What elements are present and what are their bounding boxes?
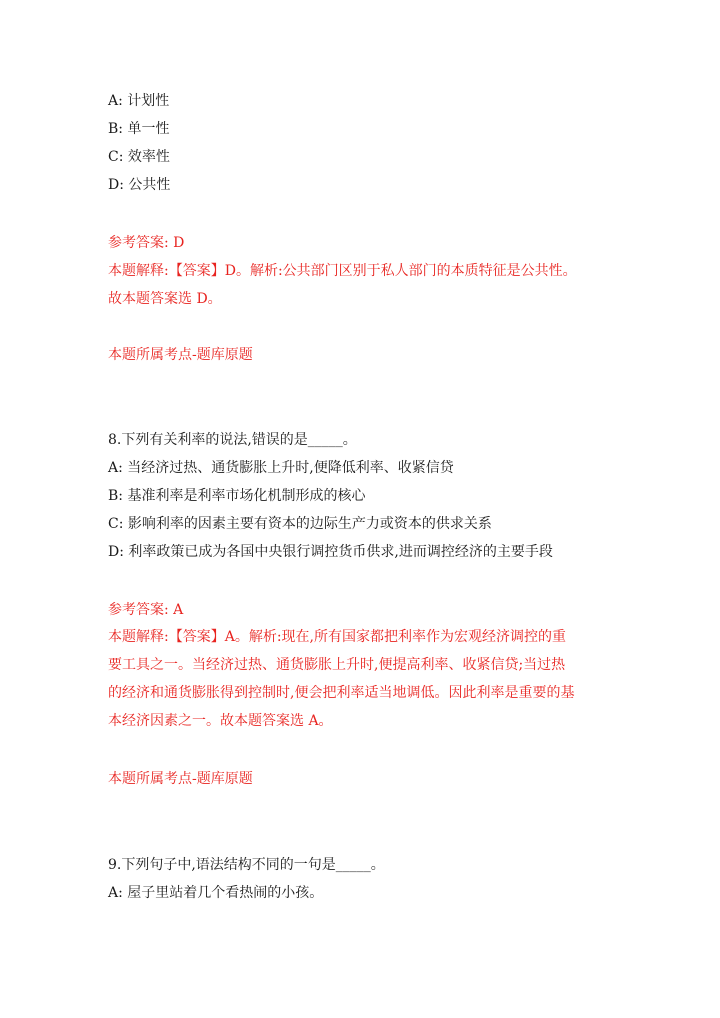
q8-option-b: B: 基准利率是利率市场化机制形成的核心 xyxy=(108,488,366,504)
q8-explanation-line-3: 的经济和通货膨胀得到控制时,便会把利率适当地调低。因此利率是重要的基 xyxy=(108,685,575,701)
q8-explanation-line-2: 要工具之一。当经济过热、通货膨胀上升时,便提高利率、收紧信贷;当过热 xyxy=(108,657,566,673)
q8-option-a: A: 当经济过热、通货膨胀上升时,便降低利率、收紧信贷 xyxy=(108,460,454,476)
q7-option-d: D: 公共性 xyxy=(108,177,171,193)
q9-question: 9.下列句子中,语法结构不同的一句是_____。 xyxy=(108,857,385,873)
q8-explanation-line-4: 本经济因素之一。故本题答案选 A。 xyxy=(108,713,333,729)
q7-option-a: A: 计划性 xyxy=(108,93,170,109)
q8-explanation-line-1: 本题解释:【答案】A。解析:现在,所有国家都把利率作为宏观经济调控的重 xyxy=(108,629,566,645)
q9-option-a: A: 屋子里站着几个看热闹的小孩。 xyxy=(108,885,324,901)
q8-option-d: D: 利率政策已成为各国中央银行调控货币供求,进而调控经济的主要手段 xyxy=(108,544,553,560)
q7-answer: 参考答案: D xyxy=(108,235,185,251)
q8-answer: 参考答案: A xyxy=(108,602,184,618)
q7-explanation-line-1: 本题解释:【答案】D。解析:公共部门区别于私人部门的本质特征是公共性。 xyxy=(108,263,577,279)
q8-topic: 本题所属考点-题库原题 xyxy=(108,771,253,787)
q7-option-c: C: 效率性 xyxy=(108,149,170,165)
q7-option-b: B: 单一性 xyxy=(108,121,170,137)
q7-explanation-line-2: 故本题答案选 D。 xyxy=(108,291,222,307)
q8-option-c: C: 影响利率的因素主要有资本的边际生产力或资本的供求关系 xyxy=(108,516,492,532)
q8-question: 8.下列有关利率的说法,错误的是_____。 xyxy=(108,432,357,448)
q7-topic: 本题所属考点-题库原题 xyxy=(108,347,253,363)
